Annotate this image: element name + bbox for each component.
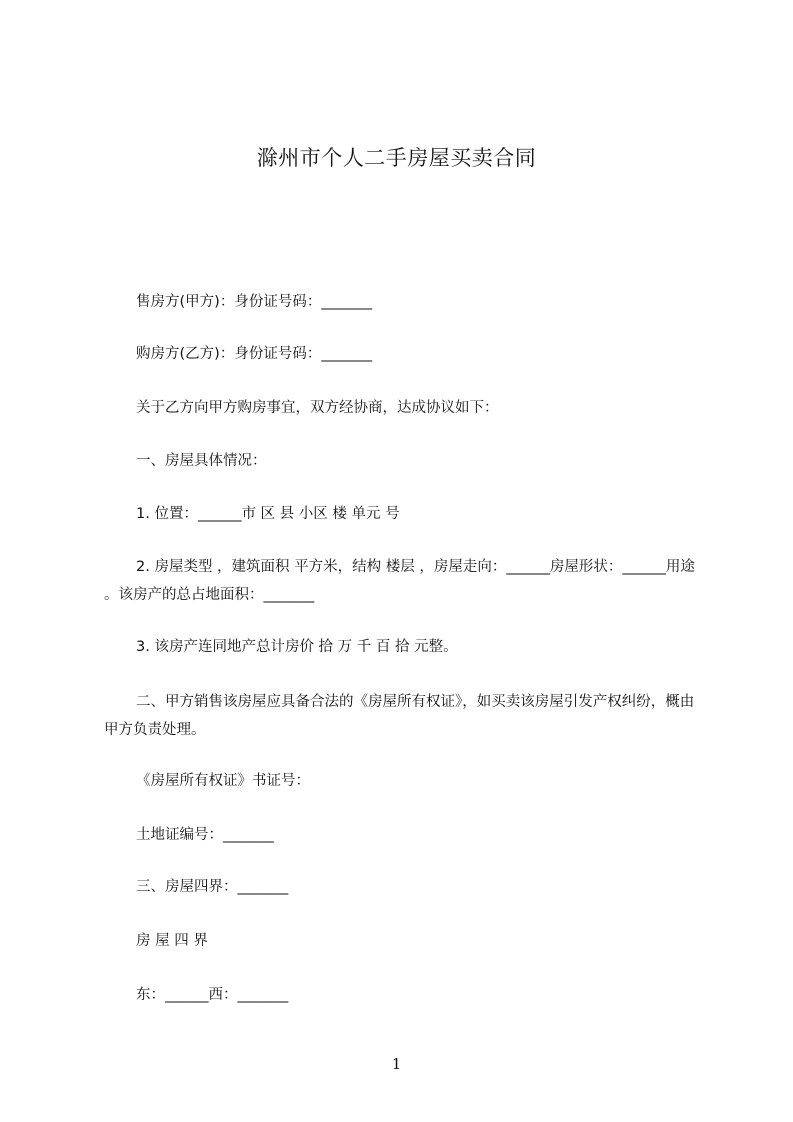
seller-line: 售房方(甲方)：身份证号码：_______: [136, 294, 373, 310]
section-2-paragraph: 二、甲方销售该房屋应具备合法的《房屋所有权证》，如买卖该房屋引发产权纠纷，概由甲方负责处理。: [104, 694, 695, 738]
item-2-house-type: 2. 房屋类型 ，建筑面积 平方米，结构 楼层 ，房屋走向：______房屋形状：______用途 。该房产的总占地面积：_______: [104, 559, 695, 603]
section-1-heading: 一、房屋具体情况：: [136, 453, 267, 469]
buyer-line: 购房方(乙方)：身份证号码：_______: [136, 346, 373, 362]
boundary-heading: 房 屋 四 界: [136, 933, 208, 949]
intro-paragraph: 关于乙方向甲方购房事宜，双方经协商，达成协议如下：: [136, 400, 499, 416]
page-title: 滁州市个人二手房屋买卖合同: [256, 146, 537, 170]
page-number: 1: [391, 1055, 402, 1073]
cert-number-line: 《房屋所有权证》书证号：: [136, 773, 310, 789]
section-3-heading: 三、房屋四界：_______: [136, 879, 289, 895]
east-west-line: 东：______西：_______: [136, 987, 289, 1003]
item-1-location: 1. 位置：______市 区 县 小区 楼 单元 号: [136, 506, 400, 522]
land-cert-line: 土地证编号：_______: [136, 827, 274, 843]
item-3-price: 3. 该房产连同地产总计房价 拾 万 千 百 拾 元整。: [136, 639, 458, 655]
